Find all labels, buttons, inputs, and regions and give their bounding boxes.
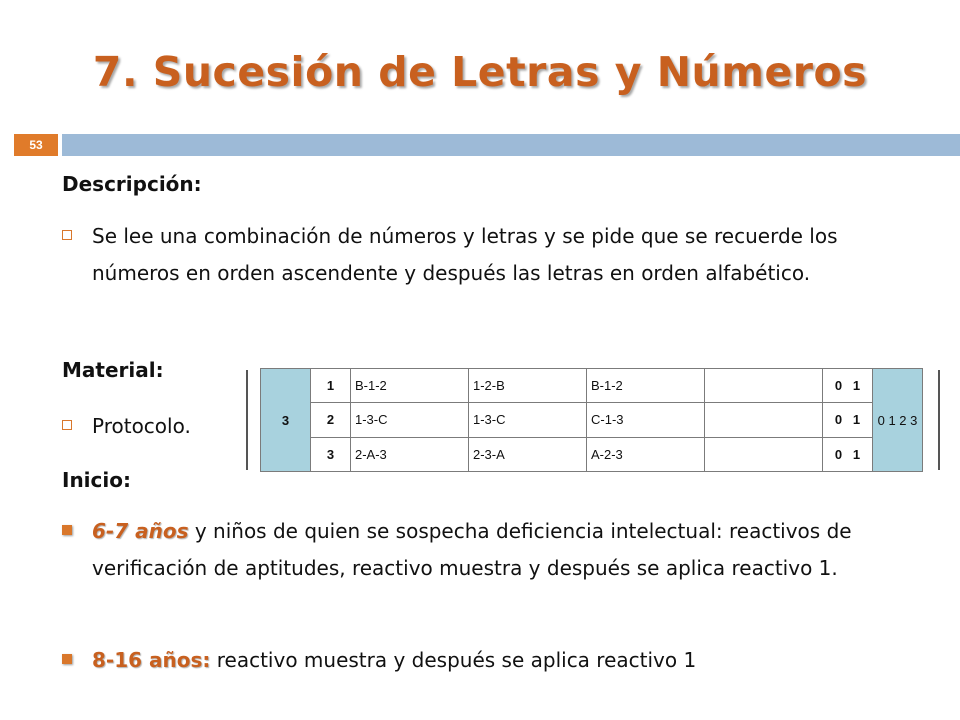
square-bullet-icon <box>62 230 72 240</box>
square-bullet-icon <box>62 525 72 535</box>
table-row <box>261 437 923 471</box>
accent-bar <box>62 134 960 156</box>
square-bullet-icon <box>62 420 72 430</box>
descripcion-text: Se lee una combinación de números y letras y se pide que se recuerde los números en orden ascendente y después las letras en orden alfabético. <box>92 224 838 285</box>
point-one: 1 <box>852 412 861 428</box>
correct-answer-b-cell: C-1-3 <box>587 403 705 437</box>
response-cell <box>705 369 823 403</box>
point-one: 1 <box>852 446 861 462</box>
slide-number-badge: 53 <box>14 134 58 156</box>
inicio-bullet-1 <box>62 513 912 587</box>
descripcion-heading: Descripción: <box>62 172 202 196</box>
descripcion-bullet <box>62 218 902 292</box>
protocol-table-image <box>246 368 942 472</box>
correct-answer-a-cell: 1-2-B <box>469 369 587 403</box>
correct-answer-a-cell: 2-3-A <box>469 437 587 471</box>
material-heading: Material: <box>62 358 164 382</box>
point-one: 1 <box>852 378 861 394</box>
image-edge-left <box>246 370 248 470</box>
inicio-item-1-text: y niños de quien se sospecha deficiencia intelectual: reactivos de verificación de aptitudes, reactivo muestra y después se aplica reactivo 1. <box>92 519 852 580</box>
material-bullet <box>62 408 242 445</box>
inicio-item-1-emph: 6-7 años <box>92 519 189 543</box>
table-row <box>261 369 923 403</box>
response-cell <box>705 437 823 471</box>
correct-answer-a-cell: 1-3-C <box>469 403 587 437</box>
correct-answer-b-cell: B-1-2 <box>587 369 705 403</box>
score-options-cell: 0 1 2 3 <box>873 369 923 472</box>
inicio-item-2-emph: 8-16 años: <box>92 648 211 672</box>
read-sequence-cell: 1-3-C <box>351 403 469 437</box>
material-text: Protocolo. <box>92 414 191 438</box>
points-cell <box>823 369 873 403</box>
protocol-table <box>260 368 923 472</box>
table-row <box>261 403 923 437</box>
point-zero: 0 <box>834 446 843 462</box>
item-number-cell: 3 <box>261 369 311 472</box>
point-zero: 0 <box>834 412 843 428</box>
points-cell <box>823 437 873 471</box>
image-edge-right <box>938 370 940 470</box>
inicio-item-1 <box>92 513 912 587</box>
trial-number-cell: 2 <box>311 403 351 437</box>
square-bullet-icon <box>62 654 72 664</box>
read-sequence-cell: B-1-2 <box>351 369 469 403</box>
inicio-heading: Inicio: <box>62 468 131 492</box>
inicio-item-2-text: reactivo muestra y después se aplica reactivo 1 <box>210 648 697 672</box>
point-zero: 0 <box>834 378 843 394</box>
correct-answer-b-cell: A-2-3 <box>587 437 705 471</box>
response-cell <box>705 403 823 437</box>
points-cell <box>823 403 873 437</box>
inicio-item-2 <box>92 642 912 679</box>
read-sequence-cell: 2-A-3 <box>351 437 469 471</box>
slide-title: 7. Sucesión de Letras y Números <box>92 48 868 96</box>
inicio-bullet-2 <box>62 642 912 679</box>
trial-number-cell: 3 <box>311 437 351 471</box>
trial-number-cell: 1 <box>311 369 351 403</box>
